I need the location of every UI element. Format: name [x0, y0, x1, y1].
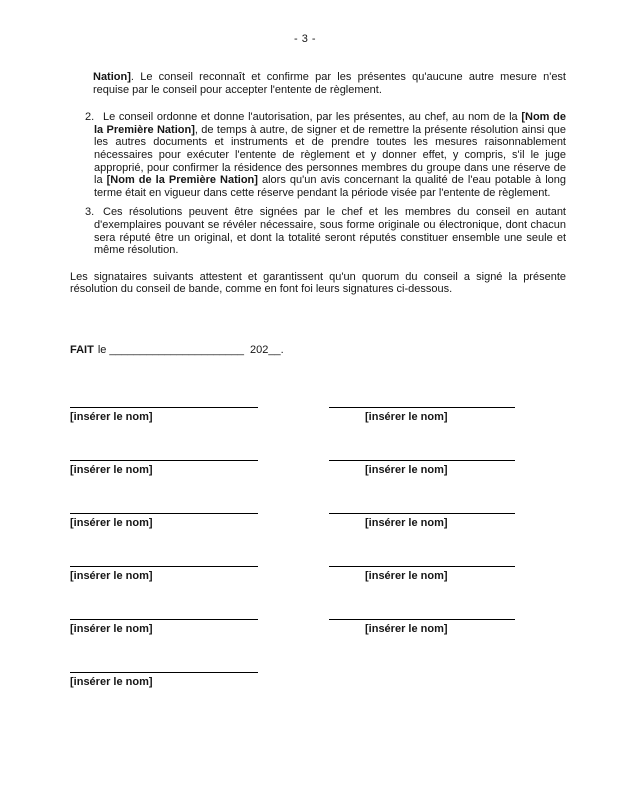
- signature-block: [70, 513, 258, 531]
- date-le: le: [97, 344, 107, 356]
- signature-name-placeholder: [insérer le nom]: [365, 570, 448, 582]
- signature-line: [70, 407, 258, 408]
- attestation-paragraph: Les signataires suivants attestent et garantissent qu'un quorum du conseil a signé la présente résolution du conseil de bande, comme en font foi leurs signatures ci-dessous.: [70, 270, 566, 296]
- list-item-3-text: [94, 206, 566, 256]
- list-item-2-seg1: Le conseil ordonne et donne l'autorisation, par les présentes, au chef, au nom de la: [103, 111, 522, 124]
- signature-line: [70, 566, 258, 567]
- list-item-2-seg3: , de temps à autre, de signer et de remettre la présente résolution ainsi que les autres documents et instruments et de prendre toutes les mesures raisonnablement nécessaires pour exécuter l'entente de règlement et y donner effet, y compris, s'il le juge approprié, pour confirmer la résidence des personnes membres du groupe dans une réserve de la: [94, 123, 566, 187]
- signature-block: [329, 460, 515, 478]
- signature-section: [70, 407, 566, 725]
- paragraph-continuation-text: . Le conseil reconnaît et confirme par les présentes qu'aucune autre mesure n'est requise par le conseil pour accepter l'entente de règlement.: [93, 71, 566, 96]
- page-number: - 3 -: [293, 33, 317, 45]
- signature-name-placeholder: [insérer le nom]: [70, 464, 153, 476]
- paragraph-continuation: [93, 71, 566, 96]
- signature-row-3: [70, 513, 566, 531]
- signature-name-placeholder: [insérer le nom]: [70, 676, 153, 688]
- list-item-3: [70, 206, 566, 256]
- list-item-3-number: 3.: [85, 206, 95, 219]
- signature-block: [70, 672, 258, 690]
- signature-row-2: [70, 460, 566, 478]
- signature-name-placeholder: [insérer le nom]: [70, 411, 153, 423]
- signature-line: [329, 460, 515, 461]
- signature-block: [329, 566, 515, 584]
- signature-row-4: [70, 566, 566, 584]
- signature-name-placeholder: [insérer le nom]: [365, 464, 448, 476]
- date-blank-line: ______________________: [109, 344, 244, 356]
- signature-line: [329, 566, 515, 567]
- signature-line: [70, 672, 258, 673]
- signature-block: [70, 460, 258, 478]
- signature-block: [70, 619, 258, 637]
- signature-name-placeholder: [insérer le nom]: [365, 623, 448, 635]
- paragraph-continuation-bold: Nation]: [93, 71, 131, 83]
- signature-line: [70, 460, 258, 461]
- signature-row-1: [70, 407, 566, 425]
- date-year-blank: __: [268, 344, 281, 356]
- document-body: [70, 71, 566, 296]
- signature-line: [70, 513, 258, 514]
- first-nation-name-placeholder: [Nom de la Première Nation]: [94, 111, 566, 136]
- signature-row-6: [70, 672, 566, 690]
- signature-line: [329, 513, 515, 514]
- date-year-prefix: 202: [250, 344, 269, 356]
- signature-block: [329, 619, 515, 637]
- first-nation-name-placeholder: [Nom de la Première Nation]: [106, 174, 258, 187]
- signature-name-placeholder: [insérer le nom]: [365, 517, 448, 529]
- signature-line: [70, 619, 258, 620]
- list-item-2-number: 2.: [85, 111, 95, 124]
- signature-name-placeholder: [insérer le nom]: [70, 517, 153, 529]
- signature-block: [329, 513, 515, 531]
- signature-name-placeholder: [insérer le nom]: [70, 570, 153, 582]
- signature-line: [329, 619, 515, 620]
- signature-name-placeholder: [insérer le nom]: [70, 623, 153, 635]
- signature-block: [70, 566, 258, 584]
- signature-block: [70, 407, 258, 425]
- signature-block: [329, 407, 515, 425]
- list-item-2: [70, 111, 566, 199]
- signature-line: [329, 407, 515, 408]
- signature-name-placeholder: [insérer le nom]: [365, 411, 448, 423]
- list-item-3-seg1: Ces résolutions peuvent être signées par le chef et les membres du conseil en autant d'exemplaires pouvant se révéler nécessaire, sous forme originale ou électronique, dont chacun sera réputé être un original, et dont la totalité seront réputés constituer ensemble une seule et même résolution.: [94, 206, 566, 257]
- date-period: .: [280, 344, 284, 356]
- list-item-2-seg5: alors qu'un avis concernant la qualité de l'eau potable à long terme était en vigueur dans cette réserve pendant la période visée par l'entente de règlement.: [94, 174, 566, 199]
- date-line: [70, 343, 284, 357]
- signature-row-5: [70, 619, 566, 637]
- fait-label: FAIT: [70, 344, 94, 356]
- list-item-2-text: [94, 111, 566, 199]
